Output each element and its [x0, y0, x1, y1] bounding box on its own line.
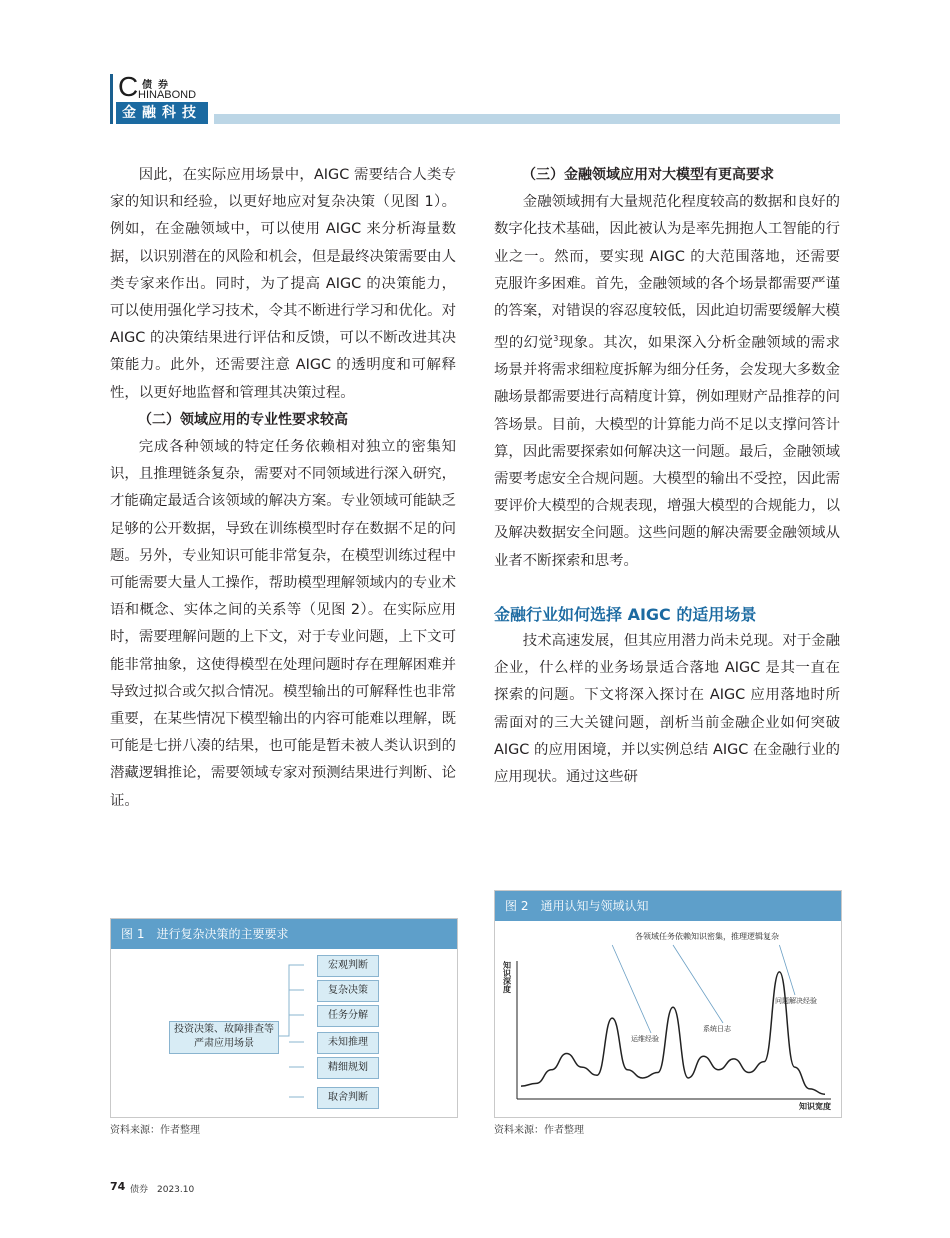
- figure-2: [494, 890, 842, 1118]
- logo-letter: C: [118, 71, 139, 102]
- flow-diagram: [111, 949, 457, 1117]
- knowledge-chart: [495, 921, 841, 1117]
- subheading: （三）金融领域应用对大模型有更高要求: [522, 167, 774, 183]
- item-node: 精细规划: [317, 1057, 379, 1079]
- figure-source: 资料来源：作者整理: [494, 1125, 584, 1136]
- figure-title: 图 1 进行复杂决策的主要要求: [111, 919, 457, 949]
- peak-arrow: [673, 945, 723, 1023]
- root-node: 投资决策、故障排查等严肃应用场景: [169, 1021, 279, 1054]
- figure-1: [110, 918, 458, 1118]
- footer-text: 债券 2023.10: [130, 1185, 195, 1195]
- figure-source: 资料来源：作者整理: [110, 1125, 200, 1136]
- peak-arrow: [779, 945, 795, 995]
- paragraph: 因此，在实际应用场景中，AIGC 需要结合人类专家的知识和经验，以更好地应对复杂决策（见图 1）。例如，在金融领域中，可以使用 AIGC 来分析海量数据，以识别潜在的风险和机会，但是最终决策需要由人类专家来作出。同时，为了提高 AIGC 的决策能力，可以使用强化学习技术，令其不断进行学习和优化。对 AIGC 的决策结果进行评估和反馈，可以不断改进其决策能力。此外，还需要注意 AIGC 的透明度和可解释性，以更好地监督和管理其决策过程。: [110, 167, 456, 401]
- top-annotation: 各领域任务依赖知识密集，推理逻辑复杂: [635, 932, 779, 941]
- paragraph: 技术高速发展，但其应用潜力尚未兑现。对于金融企业，什么样的业务场景适合落地 AIGC 是其一直在探索的问题。下文将深入探讨在 AIGC 应用落地时所需面对的三大关键问题，剖析当前金融企业如何突破 AIGC 的应用困境，并以实例总结 AIGC 在金融行业的应用现状。通过这些研: [494, 633, 840, 786]
- flow-connectors: [111, 949, 457, 1117]
- peak-arrow: [612, 945, 651, 1033]
- item-node: 任务分解: [317, 1005, 379, 1027]
- peak-label: 问题解决经验: [775, 997, 817, 1005]
- peak-label: 运维经验: [631, 1035, 659, 1043]
- x-axis-label: 知识宽度: [799, 1102, 831, 1111]
- depth-curve: [521, 972, 825, 1094]
- page-number: 74: [110, 1180, 126, 1193]
- peak-label: 系统日志: [703, 1025, 731, 1033]
- right-column: [494, 162, 840, 791]
- logo-title: 债券: [142, 80, 174, 91]
- item-node: 复杂决策: [317, 980, 379, 1002]
- paragraph: 金融领域拥有大量规范化程度较高的数据和良好的数字化技术基础，因此被认为是率先拥抱人工智能的行业之一。然而，要实现 AIGC 的大范围落地，还需要克服许多困难。首先，金融领域的各个场景都需要严谨的答案，对错误的容忍度较低，因此迫切需要缓解大模型的幻觉$^3$现象。其次，如果深入分析金融领域的需求场景并将需求细粒度拆解为细分任务，会发现大多数金融场景都需要进行高精度计算，例如理财产品推荐的问答场景。目前，大模型的计算能力尚不足以支撑问答计算，因此需要探索如何解决这一问题。最后，金融领域需要考虑安全合规问题。大模型的输出不受控，因此需要评价大模型的合规表现，增强大模型的合规能力，以及解决数据安全问题。这些问题的解决需要金融领域从业者不断探索和思考。: [494, 194, 840, 569]
- header-bar: [214, 114, 840, 124]
- logo-brand: HINABOND: [138, 89, 197, 101]
- item-node: 宏观判断: [317, 955, 379, 977]
- left-column: [110, 162, 456, 815]
- subheading: （二）领域应用的专业性要求较高: [138, 411, 348, 428]
- paragraph: 完成各种领域的特定任务依赖相对独立的密集知识，且推理链条复杂，需要对不同领域进行深入研究，才能确定最适合该领域的解决方案。专业领域可能缺乏足够的公开数据，导致在训练模型时存在数据不足的问题。另外，专业知识可能非常复杂，在模型训练过程中可能需要大量人工操作，帮助模型理解领域内的专业术语和概念、实体之间的关系等（见图 2）。在实际应用时，需要理解问题的上下文，对于专业问题，上下文可能非常抽象，这使得模型在处理问题时存在理解困难并导致过拟合或欠拟合情况。模型输出的可解释性也非常重要，在某些情况下模型输出的内容可能难以理解，既可能是七拼八凑的结果，也可能是暂未被人类认识到的潜藏逻辑推论，需要领域专家对预测结果进行判断、论证。: [110, 439, 456, 809]
- item-node: 未知推理: [317, 1032, 379, 1054]
- section-heading: 金融行业如何选择 AIGC 的适用场景: [494, 604, 757, 624]
- y-axis-label: 知识深度: [502, 961, 512, 993]
- item-node: 取舍判断: [317, 1087, 379, 1109]
- section-label: 金融科技: [116, 102, 208, 124]
- figure-title: 图 2 通用认知与领域认知: [495, 891, 841, 921]
